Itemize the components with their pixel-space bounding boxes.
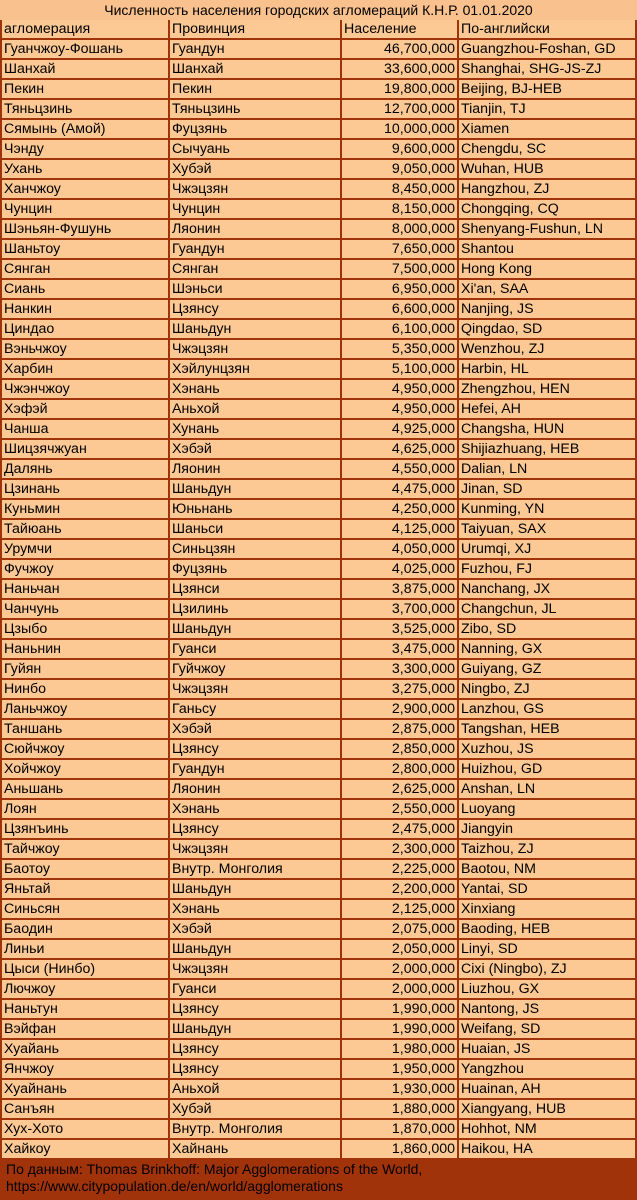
province-cell: Цзянсу (170, 740, 340, 759)
table-row (0, 140, 637, 160)
english-name-cell: Hangzhou, ZJ (459, 180, 635, 199)
english-name-cell: Nanjing, JS (459, 300, 635, 319)
agglomeration-cell: Цзянъинь (2, 820, 168, 839)
province-cell: Шэньси (170, 280, 340, 299)
table-row (0, 820, 637, 840)
province-cell: Хэнань (170, 800, 340, 819)
table-row (0, 760, 637, 780)
population-cell: 1,990,000 (342, 1000, 457, 1019)
english-name-cell: Haikou, HA (459, 1140, 635, 1159)
agglomeration-cell: Лоян (2, 800, 168, 819)
agglomeration-cell: Хойчжоу (2, 760, 168, 779)
province-cell: Цзянсу (170, 1000, 340, 1019)
english-name-cell: Xinxiang (459, 900, 635, 919)
population-cell: 4,125,000 (342, 520, 457, 539)
province-cell: Цзянсу (170, 1060, 340, 1079)
english-name-cell: Zibo, SD (459, 620, 635, 639)
agglomeration-cell: Гуйян (2, 660, 168, 679)
population-cell: 5,100,000 (342, 360, 457, 379)
province-cell: Тяньцзинь (170, 100, 340, 119)
table-row (0, 800, 637, 820)
agglomeration-cell: Чэнду (2, 140, 168, 159)
population-cell: 4,025,000 (342, 560, 457, 579)
english-name-cell: Shantou (459, 240, 635, 259)
table-row (0, 940, 637, 960)
english-name-cell: Wenzhou, ZJ (459, 340, 635, 359)
table-row (0, 180, 637, 200)
table-row (0, 440, 637, 460)
table-row (0, 640, 637, 660)
english-name-cell: Wuhan, HUB (459, 160, 635, 179)
population-cell: 9,050,000 (342, 160, 457, 179)
province-cell: Пекин (170, 80, 340, 99)
agglomeration-cell: Нанкин (2, 300, 168, 319)
population-cell: 1,990,000 (342, 1020, 457, 1039)
header-agglomeration: агломерация (2, 20, 168, 39)
province-cell: Хэбэй (170, 440, 340, 459)
english-name-cell: Xiangyang, HUB (459, 1100, 635, 1119)
table-row (0, 960, 637, 980)
english-name-cell: Tangshan, HEB (459, 720, 635, 739)
agglomeration-cell: Наньчан (2, 580, 168, 599)
province-cell: Чжэцзян (170, 960, 340, 979)
english-name-cell: Nanning, GX (459, 640, 635, 659)
table-row (0, 420, 637, 440)
agglomeration-cell: Ланьчжоу (2, 700, 168, 719)
table-row (0, 540, 637, 560)
english-name-cell: Jiangyin (459, 820, 635, 839)
agglomeration-cell: Ханчжоу (2, 180, 168, 199)
table-row (0, 200, 637, 220)
agglomeration-cell: Шицзячжуан (2, 440, 168, 459)
table-row (0, 1140, 637, 1160)
english-name-cell: Beijing, BJ-HEB (459, 80, 635, 99)
table-row (0, 320, 637, 340)
province-cell: Чжэцзян (170, 840, 340, 859)
population-cell: 10,000,000 (342, 120, 457, 139)
province-cell: Аньхой (170, 400, 340, 419)
source-note (0, 1159, 637, 1200)
english-name-cell: Jinan, SD (459, 480, 635, 499)
english-name-cell: Luoyang (459, 800, 635, 819)
agglomeration-cell: Наньнин (2, 640, 168, 659)
province-cell: Ляонин (170, 460, 340, 479)
table-row (0, 400, 637, 420)
population-cell: 46,700,000 (342, 40, 457, 59)
population-cell: 2,050,000 (342, 940, 457, 959)
agglomeration-cell: Баотоу (2, 860, 168, 879)
population-cell: 2,850,000 (342, 740, 457, 759)
population-cell: 2,200,000 (342, 880, 457, 899)
english-name-cell: Tianjin, TJ (459, 100, 635, 119)
population-cell: 4,950,000 (342, 400, 457, 419)
population-cell: 8,450,000 (342, 180, 457, 199)
population-cell: 4,925,000 (342, 420, 457, 439)
agglomeration-cell: Синьсян (2, 900, 168, 919)
population-cell: 8,000,000 (342, 220, 457, 239)
province-cell: Шаньдун (170, 880, 340, 899)
table-row (0, 1100, 637, 1120)
province-cell: Цзянсу (170, 300, 340, 319)
english-name-cell: Dalian, LN (459, 460, 635, 479)
table-row (0, 1120, 637, 1140)
agglomeration-cell: Шанхай (2, 60, 168, 79)
english-name-cell: Guiyang, GZ (459, 660, 635, 679)
province-cell: Гуанси (170, 640, 340, 659)
english-name-cell: Xiamen (459, 120, 635, 139)
province-cell: Сычуань (170, 140, 340, 159)
english-name-cell: Harbin, HL (459, 360, 635, 379)
english-name-cell: Changchun, JL (459, 600, 635, 619)
population-cell: 3,700,000 (342, 600, 457, 619)
table-row (0, 380, 637, 400)
agglomeration-cell: Далянь (2, 460, 168, 479)
agglomeration-cell: Хэфэй (2, 400, 168, 419)
agglomeration-cell: Вэньчжоу (2, 340, 168, 359)
population-cell: 6,950,000 (342, 280, 457, 299)
province-cell: Цзянсу (170, 820, 340, 839)
province-cell: Хэнань (170, 900, 340, 919)
table-row (0, 1080, 637, 1100)
population-cell: 19,800,000 (342, 80, 457, 99)
table-row (0, 560, 637, 580)
english-name-cell: Qingdao, SD (459, 320, 635, 339)
table-row (0, 500, 637, 520)
table-row (0, 160, 637, 180)
province-cell: Хубэй (170, 160, 340, 179)
english-name-cell: Huainan, AH (459, 1080, 635, 1099)
english-name-cell: Guangzhou-Foshan, GD (459, 40, 635, 59)
table-row (0, 840, 637, 860)
english-name-cell: Cixi (Ningbo), ZJ (459, 960, 635, 979)
population-cell: 3,525,000 (342, 620, 457, 639)
agglomeration-cell: Пекин (2, 80, 168, 99)
table-row (0, 1060, 637, 1080)
agglomeration-cell: Хайкоу (2, 1140, 168, 1159)
table-title: Численность населения городских агломераций К.Н.Р. 01.01.2020 (0, 0, 637, 20)
population-cell: 5,350,000 (342, 340, 457, 359)
province-cell: Ляонин (170, 780, 340, 799)
population-cell: 33,600,000 (342, 60, 457, 79)
english-name-cell: Fuzhou, FJ (459, 560, 635, 579)
population-cell: 2,800,000 (342, 760, 457, 779)
province-cell: Внутр. Монголия (170, 860, 340, 879)
agglomeration-cell: Шаньтоу (2, 240, 168, 259)
table-row (0, 600, 637, 620)
table-row (0, 860, 637, 880)
province-cell: Чжэцзян (170, 180, 340, 199)
province-cell: Шаньдун (170, 940, 340, 959)
table-row (0, 660, 637, 680)
header-province: Провинция (170, 20, 340, 39)
agglomeration-cell: Чунцин (2, 200, 168, 219)
agglomeration-cell: Урумчи (2, 540, 168, 559)
english-name-cell: Xi'an, SAA (459, 280, 635, 299)
province-cell: Хайнань (170, 1140, 340, 1159)
english-name-cell: Hohhot, NM (459, 1120, 635, 1139)
agglomeration-cell: Хуайань (2, 1040, 168, 1059)
population-cell: 7,500,000 (342, 260, 457, 279)
agglomeration-cell: Чанчунь (2, 600, 168, 619)
table-row (0, 1020, 637, 1040)
english-name-cell: Nantong, JS (459, 1000, 635, 1019)
province-cell: Фуцзянь (170, 560, 340, 579)
table-row (0, 40, 637, 60)
agglomeration-cell: Фучжоу (2, 560, 168, 579)
province-cell: Шаньси (170, 520, 340, 539)
population-cell: 3,875,000 (342, 580, 457, 599)
table-row (0, 80, 637, 100)
agglomeration-cell: Тяньцзинь (2, 100, 168, 119)
english-name-cell: Taizhou, ZJ (459, 840, 635, 859)
english-name-cell: Shanghai, SHG-JS-ZJ (459, 60, 635, 79)
english-name-cell: Zhengzhou, HEN (459, 380, 635, 399)
population-cell: 3,300,000 (342, 660, 457, 679)
table-row (0, 1000, 637, 1020)
table-row (0, 920, 637, 940)
agglomeration-cell: Тайюань (2, 520, 168, 539)
english-name-cell: Lanzhou, GS (459, 700, 635, 719)
english-name-cell: Taiyuan, SAX (459, 520, 635, 539)
table-row (0, 720, 637, 740)
english-name-cell: Anshan, LN (459, 780, 635, 799)
table-row (0, 680, 637, 700)
table-row (0, 100, 637, 120)
header-english-name: По-английски (459, 20, 635, 39)
table-row (0, 1040, 637, 1060)
population-cell: 2,475,000 (342, 820, 457, 839)
english-name-cell: Baotou, NM (459, 860, 635, 879)
english-name-cell: Liuzhou, GX (459, 980, 635, 999)
source-note-line-1: По данным: Thomas Brinkhoff: Major Agglomerations of the World, (6, 1161, 423, 1177)
agglomeration-cell: Баодин (2, 920, 168, 939)
population-cell: 7,650,000 (342, 240, 457, 259)
agglomeration-cell: Чжэнчжоу (2, 380, 168, 399)
agglomeration-cell: Сиань (2, 280, 168, 299)
population-cell: 2,225,000 (342, 860, 457, 879)
population-cell: 2,000,000 (342, 960, 457, 979)
table-row (0, 280, 637, 300)
table-row (0, 240, 637, 260)
agglomeration-cell: Куньмин (2, 500, 168, 519)
table-row (0, 700, 637, 720)
population-cell: 8,150,000 (342, 200, 457, 219)
province-cell: Цзянси (170, 580, 340, 599)
population-cell: 1,860,000 (342, 1140, 457, 1159)
population-cell: 2,875,000 (342, 720, 457, 739)
province-cell: Шаньдун (170, 620, 340, 639)
english-name-cell: Yantai, SD (459, 880, 635, 899)
agglomeration-cell: Янчжоу (2, 1060, 168, 1079)
province-cell: Шаньдун (170, 320, 340, 339)
english-name-cell: Changsha, HUN (459, 420, 635, 439)
table-row (0, 780, 637, 800)
table-row (0, 260, 637, 280)
population-cell: 12,700,000 (342, 100, 457, 119)
population-cell: 9,600,000 (342, 140, 457, 159)
agglomeration-cell: Линьи (2, 940, 168, 959)
english-name-cell: Huaian, JS (459, 1040, 635, 1059)
table-row (0, 360, 637, 380)
population-cell: 1,880,000 (342, 1100, 457, 1119)
table-row (0, 980, 637, 1000)
agglomeration-cell: Хух-Хото (2, 1120, 168, 1139)
province-cell: Хубэй (170, 1100, 340, 1119)
table-row (0, 520, 637, 540)
population-cell: 4,250,000 (342, 500, 457, 519)
province-cell: Гуанси (170, 980, 340, 999)
english-name-cell: Chongqing, CQ (459, 200, 635, 219)
agglomeration-cell: Шэньян-Фушунь (2, 220, 168, 239)
agglomeration-cell: Сюйчжоу (2, 740, 168, 759)
population-cell: 2,125,000 (342, 900, 457, 919)
agglomeration-cell: Цзыбо (2, 620, 168, 639)
table-row (0, 480, 637, 500)
population-cell: 2,300,000 (342, 840, 457, 859)
english-name-cell: Hong Kong (459, 260, 635, 279)
province-cell: Шаньдун (170, 1020, 340, 1039)
english-name-cell: Urumqi, XJ (459, 540, 635, 559)
population-cell: 1,870,000 (342, 1120, 457, 1139)
population-cell: 3,275,000 (342, 680, 457, 699)
agglomeration-cell: Ухань (2, 160, 168, 179)
province-cell: Чунцин (170, 200, 340, 219)
english-name-cell: Shijiazhuang, HEB (459, 440, 635, 459)
province-cell: Хэбэй (170, 920, 340, 939)
population-cell: 6,100,000 (342, 320, 457, 339)
english-name-cell: Baoding, HEB (459, 920, 635, 939)
english-name-cell: Weifang, SD (459, 1020, 635, 1039)
agglomeration-cell: Харбин (2, 360, 168, 379)
province-cell: Чжэцзян (170, 680, 340, 699)
agglomeration-cell: Сянган (2, 260, 168, 279)
population-cell: 4,950,000 (342, 380, 457, 399)
agglomeration-cell: Цыси (Нинбо) (2, 960, 168, 979)
agglomeration-cell: Нинбо (2, 680, 168, 699)
population-cell: 1,980,000 (342, 1040, 457, 1059)
province-cell: Аньхой (170, 1080, 340, 1099)
table-row (0, 220, 637, 240)
province-cell: Чжэцзян (170, 340, 340, 359)
english-name-cell: Xuzhou, JS (459, 740, 635, 759)
english-name-cell: Yangzhou (459, 1060, 635, 1079)
agglomeration-cell: Аньшань (2, 780, 168, 799)
population-cell: 2,625,000 (342, 780, 457, 799)
province-cell: Внутр. Монголия (170, 1120, 340, 1139)
english-name-cell: Huizhou, GD (459, 760, 635, 779)
table-row (0, 880, 637, 900)
population-cell: 2,550,000 (342, 800, 457, 819)
table-row (0, 900, 637, 920)
english-name-cell: Linyi, SD (459, 940, 635, 959)
agglomeration-cell: Таншань (2, 720, 168, 739)
agglomeration-cell: Яньтай (2, 880, 168, 899)
table-row (0, 300, 637, 320)
agglomeration-cell: Наньтун (2, 1000, 168, 1019)
population-cell: 6,600,000 (342, 300, 457, 319)
province-cell: Фуцзянь (170, 120, 340, 139)
population-cell: 4,475,000 (342, 480, 457, 499)
province-cell: Цзилинь (170, 600, 340, 619)
english-name-cell: Kunming, YN (459, 500, 635, 519)
province-cell: Шанхай (170, 60, 340, 79)
table-header-row (0, 20, 637, 40)
province-cell: Гуандун (170, 240, 340, 259)
province-cell: Хэйлунцзян (170, 360, 340, 379)
table-row (0, 460, 637, 480)
province-cell: Цзянсу (170, 1040, 340, 1059)
english-name-cell: Ningbo, ZJ (459, 680, 635, 699)
source-note-line-2: https://www.citypopulation.de/en/world/agglomerations (6, 1178, 343, 1194)
province-cell: Ляонин (170, 220, 340, 239)
province-cell: Гуандун (170, 760, 340, 779)
population-cell: 2,000,000 (342, 980, 457, 999)
agglomeration-cell: Хуайнань (2, 1080, 168, 1099)
province-cell: Шаньдун (170, 480, 340, 499)
population-cell: 2,075,000 (342, 920, 457, 939)
agglomeration-cell: Гуанчжоу-Фошань (2, 40, 168, 59)
english-name-cell: Chengdu, SC (459, 140, 635, 159)
agglomeration-cell: Чанша (2, 420, 168, 439)
province-cell: Хунань (170, 420, 340, 439)
table-row (0, 740, 637, 760)
population-cell: 4,625,000 (342, 440, 457, 459)
agglomeration-cell: Тайчжоу (2, 840, 168, 859)
table-row (0, 60, 637, 80)
agglomeration-cell: Сямынь (Амой) (2, 120, 168, 139)
population-cell: 4,050,000 (342, 540, 457, 559)
population-cell: 2,900,000 (342, 700, 457, 719)
population-cell: 4,550,000 (342, 460, 457, 479)
english-name-cell: Shenyang-Fushun, LN (459, 220, 635, 239)
english-name-cell: Nanchang, JX (459, 580, 635, 599)
province-cell: Ганьсу (170, 700, 340, 719)
table-row (0, 340, 637, 360)
agglomeration-cell: Лючжоу (2, 980, 168, 999)
province-cell: Юньнань (170, 500, 340, 519)
province-cell: Хэбэй (170, 720, 340, 739)
province-cell: Синьцзян (170, 540, 340, 559)
population-cell: 1,950,000 (342, 1060, 457, 1079)
province-cell: Гуйчжоу (170, 660, 340, 679)
agglomeration-cell: Цзинань (2, 480, 168, 499)
province-cell: Хэнань (170, 380, 340, 399)
table-row (0, 120, 637, 140)
population-cell: 1,930,000 (342, 1080, 457, 1099)
agglomeration-cell: Санъян (2, 1100, 168, 1119)
agglomeration-cell: Циндао (2, 320, 168, 339)
english-name-cell: Hefei, AH (459, 400, 635, 419)
header-population: Население (342, 20, 457, 39)
table-row (0, 620, 637, 640)
province-cell: Гуандун (170, 40, 340, 59)
province-cell: Сянган (170, 260, 340, 279)
table-row (0, 580, 637, 600)
population-cell: 3,475,000 (342, 640, 457, 659)
agglomeration-cell: Вэйфан (2, 1020, 168, 1039)
